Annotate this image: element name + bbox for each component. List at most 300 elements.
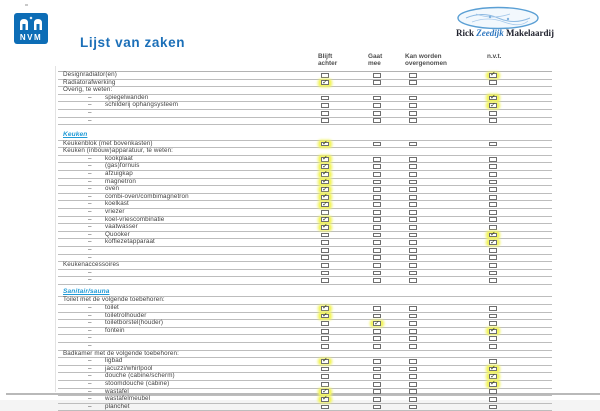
checkbox-box — [373, 157, 381, 162]
checkbox-box — [489, 73, 497, 78]
table-row — [58, 351, 552, 359]
table-row — [58, 247, 552, 255]
checkbox-box — [321, 321, 329, 326]
agency-name-middle: Zeedijk — [476, 28, 504, 38]
row-dash: – — [88, 192, 92, 200]
checkbox-box — [409, 240, 417, 245]
checkbox-kan-worden-overgenomen[interactable] — [407, 194, 419, 200]
checkbox-gaat-mee[interactable] — [371, 202, 383, 208]
checkbox-gaat-mee[interactable] — [371, 404, 383, 410]
checkbox-nvt[interactable] — [487, 247, 499, 253]
checkbox-gaat-mee[interactable] — [371, 344, 383, 350]
checkbox-box — [489, 255, 497, 260]
checkbox-kan-worden-overgenomen[interactable] — [407, 103, 419, 109]
checkbox-nvt[interactable] — [487, 263, 499, 269]
checkbox-nvt[interactable] — [487, 278, 499, 284]
checkbox-blijft-achter[interactable] — [319, 95, 331, 101]
row-dash: – — [88, 200, 92, 208]
checkbox-box — [489, 172, 497, 177]
checkbox-kan-worden-overgenomen[interactable] — [407, 278, 419, 284]
checkbox-box — [373, 263, 381, 268]
checkbox-box — [409, 306, 417, 311]
row-label: wastafelmeubel — [105, 395, 151, 403]
checkbox-kan-worden-overgenomen[interactable] — [407, 141, 419, 147]
checkbox-box — [489, 103, 497, 108]
checkbox-box — [489, 248, 497, 253]
checkbox-box — [321, 73, 329, 78]
checkbox-kan-worden-overgenomen[interactable] — [407, 381, 419, 387]
checkbox-gaat-mee[interactable] — [371, 389, 383, 395]
checkbox-nvt[interactable] — [487, 344, 499, 350]
checkbox-blijft-achter[interactable] — [319, 336, 331, 342]
table-row — [58, 72, 552, 80]
checkbox-kan-worden-overgenomen[interactable] — [407, 95, 419, 101]
row-dash: – — [88, 334, 92, 342]
checkbox-box — [489, 344, 497, 349]
checkbox-box — [489, 233, 497, 238]
checkbox-blijft-achter[interactable] — [319, 397, 331, 403]
row-dash: – — [88, 177, 92, 185]
checkbox-box — [489, 164, 497, 169]
checkbox-blijft-achter[interactable] — [319, 179, 331, 185]
checkbox-box — [373, 233, 381, 238]
checkbox-gaat-mee[interactable] — [371, 240, 383, 246]
checkbox-nvt[interactable] — [487, 172, 499, 178]
checkbox-box — [489, 187, 497, 192]
checkbox-box — [373, 172, 381, 177]
checkbox-gaat-mee[interactable] — [371, 374, 383, 380]
checkbox-kan-worden-overgenomen[interactable] — [407, 321, 419, 327]
checkbox-gaat-mee[interactable] — [371, 187, 383, 193]
checkbox-box — [321, 195, 329, 200]
checkbox-blijft-achter[interactable] — [319, 359, 331, 365]
checkbox-gaat-mee[interactable] — [371, 270, 383, 276]
checkbox-gaat-mee[interactable] — [371, 328, 383, 334]
checkbox-box — [489, 382, 497, 387]
table-row — [58, 118, 552, 126]
checkbox-blijft-achter[interactable] — [319, 110, 331, 116]
checkbox-nvt[interactable] — [487, 194, 499, 200]
checkbox-gaat-mee[interactable] — [371, 306, 383, 312]
checkbox-box — [321, 142, 329, 147]
row-label: schilderij ophangsysteem — [105, 101, 179, 109]
checkbox-box — [373, 321, 381, 326]
checkbox-nvt[interactable] — [487, 141, 499, 147]
checkbox-kan-worden-overgenomen[interactable] — [407, 247, 419, 253]
checkbox-gaat-mee[interactable] — [371, 278, 383, 284]
row-label: Quooker — [105, 230, 130, 238]
checkbox-nvt[interactable] — [487, 187, 499, 193]
checkbox-box — [489, 202, 497, 207]
row-label: spiegelwanden — [105, 93, 149, 101]
row-dash: – — [88, 245, 92, 253]
row-dash: – — [88, 230, 92, 238]
row-dash: – — [88, 379, 92, 387]
row-label: (gas)fornuis — [105, 162, 140, 170]
checkbox-nvt[interactable] — [487, 95, 499, 101]
checkbox-gaat-mee[interactable] — [371, 225, 383, 231]
row-dash: – — [88, 101, 92, 109]
table-row — [58, 396, 552, 404]
checkbox-gaat-mee[interactable] — [371, 313, 383, 319]
checkbox-gaat-mee[interactable] — [371, 255, 383, 261]
checkbox-blijft-achter[interactable] — [319, 232, 331, 238]
checkbox-gaat-mee[interactable] — [371, 217, 383, 223]
row-label: jacuzzi/whirlpool — [105, 364, 153, 372]
table-row — [58, 335, 552, 343]
checkbox-box — [321, 344, 329, 349]
checkbox-nvt[interactable] — [487, 336, 499, 342]
checkbox-blijft-achter[interactable] — [319, 141, 331, 147]
checkbox-box — [409, 278, 417, 283]
checkbox-kan-worden-overgenomen[interactable] — [407, 306, 419, 312]
checkbox-box — [373, 374, 381, 379]
checkbox-box — [321, 157, 329, 162]
checkbox-gaat-mee[interactable] — [371, 103, 383, 109]
checkbox-box — [489, 118, 497, 123]
checkbox-nvt[interactable] — [487, 80, 499, 86]
checkbox-kan-worden-overgenomen[interactable] — [407, 374, 419, 380]
row-dash: – — [88, 162, 92, 170]
table-row — [58, 255, 552, 263]
checkbox-box — [409, 321, 417, 326]
row-label: stoomdouche (cabine) — [105, 379, 170, 387]
checkbox-box — [409, 142, 417, 147]
checkbox-kan-worden-overgenomen[interactable] — [407, 270, 419, 276]
row-dash: – — [88, 402, 92, 410]
checkbox-blijft-achter[interactable] — [319, 381, 331, 387]
checkbox-box — [489, 111, 497, 116]
row-dash: – — [88, 223, 92, 231]
checkbox-gaat-mee[interactable] — [371, 194, 383, 200]
table-row — [58, 194, 552, 202]
checkbox-kan-worden-overgenomen[interactable] — [407, 187, 419, 193]
checkbox-blijft-achter[interactable] — [319, 278, 331, 284]
checkbox-blijft-achter[interactable] — [319, 263, 331, 269]
row-dash: – — [88, 387, 92, 395]
checkbox-blijft-achter[interactable] — [319, 156, 331, 162]
checkbox-box — [321, 271, 329, 276]
checkbox-box — [409, 367, 417, 372]
checkbox-blijft-achter[interactable] — [319, 344, 331, 350]
checkbox-box — [489, 240, 497, 245]
row-dash: – — [88, 253, 92, 261]
checkbox-gaat-mee[interactable] — [371, 381, 383, 387]
checkbox-gaat-mee[interactable] — [371, 95, 383, 101]
checkbox-nvt[interactable] — [487, 270, 499, 276]
checkbox-blijft-achter[interactable] — [319, 366, 331, 372]
checkbox-blijft-achter[interactable] — [319, 313, 331, 319]
checkbox-nvt[interactable] — [487, 210, 499, 216]
checkbox-box — [373, 314, 381, 319]
checkbox-nvt[interactable] — [487, 118, 499, 124]
checkbox-kan-worden-overgenomen[interactable] — [407, 179, 419, 185]
checkbox-box — [373, 180, 381, 185]
checkbox-box — [409, 359, 417, 364]
checkbox-box — [321, 329, 329, 334]
checkbox-nvt[interactable] — [487, 179, 499, 185]
checkbox-gaat-mee[interactable] — [371, 321, 383, 327]
checkbox-box — [321, 217, 329, 222]
table-row — [58, 270, 552, 278]
checkbox-box — [373, 187, 381, 192]
checkbox-nvt[interactable] — [487, 404, 499, 410]
checkbox-box — [489, 336, 497, 341]
checkbox-box — [321, 306, 329, 311]
checkbox-nvt[interactable] — [487, 381, 499, 387]
row-label: Keukenblok (met bovenkasten) — [63, 139, 153, 147]
checkbox-nvt[interactable] — [487, 306, 499, 312]
checkbox-blijft-achter[interactable] — [319, 187, 331, 193]
checkbox-kan-worden-overgenomen[interactable] — [407, 359, 419, 365]
table-row — [58, 239, 552, 247]
checkbox-kan-worden-overgenomen[interactable] — [407, 366, 419, 372]
checkbox-box — [373, 389, 381, 394]
checkbox-gaat-mee[interactable] — [371, 366, 383, 372]
checkbox-gaat-mee[interactable] — [371, 110, 383, 116]
checkbox-gaat-mee[interactable] — [371, 156, 383, 162]
checkbox-box — [373, 225, 381, 230]
checkbox-nvt[interactable] — [487, 202, 499, 208]
checkbox-nvt[interactable] — [487, 217, 499, 223]
checkbox-kan-worden-overgenomen[interactable] — [407, 210, 419, 216]
checkbox-kan-worden-overgenomen[interactable] — [407, 255, 419, 261]
checkbox-blijft-achter[interactable] — [319, 389, 331, 395]
checkbox-box — [489, 80, 497, 85]
checkbox-gaat-mee[interactable] — [371, 247, 383, 253]
table-row — [58, 262, 552, 270]
checkbox-box — [489, 329, 497, 334]
checkbox-box — [409, 111, 417, 116]
checkbox-box — [373, 195, 381, 200]
checkbox-gaat-mee[interactable] — [371, 172, 383, 178]
checkbox-box — [489, 367, 497, 372]
row-dash: – — [88, 372, 92, 380]
checkbox-box — [409, 180, 417, 185]
checkbox-nvt[interactable] — [487, 164, 499, 170]
checkbox-box — [409, 271, 417, 276]
checkbox-blijft-achter[interactable] — [319, 225, 331, 231]
checkbox-nvt[interactable] — [487, 255, 499, 261]
checkbox-kan-worden-overgenomen[interactable] — [407, 313, 419, 319]
table-row — [58, 328, 552, 336]
checkbox-gaat-mee[interactable] — [371, 73, 383, 79]
checkbox-nvt[interactable] — [487, 225, 499, 231]
table-row — [58, 224, 552, 232]
checkbox-box — [321, 172, 329, 177]
checkbox-blijft-achter[interactable] — [319, 210, 331, 216]
row-dash: – — [88, 311, 92, 319]
table-section — [58, 72, 552, 125]
checkbox-kan-worden-overgenomen[interactable] — [407, 404, 419, 410]
row-dash: – — [88, 93, 92, 101]
checkbox-kan-worden-overgenomen[interactable] — [407, 110, 419, 116]
checkbox-box — [409, 225, 417, 230]
checkbox-box — [373, 329, 381, 334]
column-header-gaat-mee: Gaat mee — [368, 53, 383, 67]
checkbox-box — [409, 210, 417, 215]
checkbox-gaat-mee[interactable] — [371, 397, 383, 403]
column-header-nvt: n.v.t. — [487, 53, 502, 60]
checkbox-box — [489, 210, 497, 215]
checkbox-box — [409, 374, 417, 379]
checkbox-box — [409, 164, 417, 169]
checkbox-kan-worden-overgenomen[interactable] — [407, 80, 419, 86]
row-label: koel-vriescombinatie — [105, 215, 165, 223]
checkbox-box — [409, 73, 417, 78]
checkbox-box — [409, 103, 417, 108]
checkbox-blijft-achter[interactable] — [319, 240, 331, 246]
checkbox-box — [373, 367, 381, 372]
checkbox-box — [409, 344, 417, 349]
checkbox-box — [321, 374, 329, 379]
checkbox-box — [409, 118, 417, 123]
checkbox-blijft-achter[interactable] — [319, 374, 331, 380]
checkbox-box — [489, 180, 497, 185]
row-dash: – — [88, 108, 92, 116]
checkbox-gaat-mee[interactable] — [371, 179, 383, 185]
checkbox-blijft-achter[interactable] — [319, 321, 331, 327]
agency-name-last: Makelaardij — [506, 28, 554, 38]
checkbox-kan-worden-overgenomen[interactable] — [407, 328, 419, 334]
checkbox-box — [321, 202, 329, 207]
checkbox-gaat-mee[interactable] — [371, 210, 383, 216]
checkbox-kan-worden-overgenomen[interactable] — [407, 389, 419, 395]
checkbox-box — [409, 263, 417, 268]
scan-speck — [25, 4, 28, 6]
checkbox-kan-worden-overgenomen[interactable] — [407, 156, 419, 162]
checkbox-blijft-achter[interactable] — [319, 172, 331, 178]
row-dash: – — [88, 326, 92, 334]
checkbox-blijft-achter[interactable] — [319, 194, 331, 200]
checkbox-blijft-achter[interactable] — [319, 73, 331, 79]
checkbox-blijft-achter[interactable] — [319, 217, 331, 223]
checkbox-blijft-achter[interactable] — [319, 118, 331, 124]
checkbox-blijft-achter[interactable] — [319, 80, 331, 86]
checkbox-nvt[interactable] — [487, 374, 499, 380]
checkbox-kan-worden-overgenomen[interactable] — [407, 344, 419, 350]
section-header: Keuken — [58, 132, 552, 141]
checkbox-kan-worden-overgenomen[interactable] — [407, 164, 419, 170]
checkbox-nvt[interactable] — [487, 313, 499, 319]
table-row — [58, 320, 552, 328]
checkbox-blijft-achter[interactable] — [319, 270, 331, 276]
checkbox-nvt[interactable] — [487, 366, 499, 372]
checkbox-gaat-mee[interactable] — [371, 263, 383, 269]
table-row — [58, 297, 552, 305]
checkbox-nvt[interactable] — [487, 110, 499, 116]
checkbox-box — [489, 217, 497, 222]
checkbox-nvt[interactable] — [487, 240, 499, 246]
checkbox-nvt[interactable] — [487, 359, 499, 365]
checkbox-kan-worden-overgenomen[interactable] — [407, 263, 419, 269]
checkbox-box — [373, 164, 381, 169]
checkbox-blijft-achter[interactable] — [319, 306, 331, 312]
checkbox-kan-worden-overgenomen[interactable] — [407, 73, 419, 79]
checkbox-box — [489, 405, 497, 410]
checkbox-box — [489, 142, 497, 147]
checkbox-box — [409, 329, 417, 334]
checkbox-gaat-mee[interactable] — [371, 118, 383, 124]
row-label: koffiezetapparaat — [105, 238, 155, 246]
checkbox-nvt[interactable] — [487, 103, 499, 109]
checkbox-box — [321, 164, 329, 169]
row-label: toiletborstel(houder) — [105, 319, 164, 327]
checkbox-box — [489, 271, 497, 276]
checkbox-blijft-achter[interactable] — [319, 247, 331, 253]
checkbox-blijft-achter[interactable] — [319, 202, 331, 208]
checkbox-kan-worden-overgenomen[interactable] — [407, 202, 419, 208]
checkbox-kan-worden-overgenomen[interactable] — [407, 397, 419, 403]
checkbox-kan-worden-overgenomen[interactable] — [407, 240, 419, 246]
row-dash: – — [88, 268, 92, 276]
row-label: toiletrolhouder — [105, 311, 147, 319]
row-label: Overig, te weten: — [63, 86, 113, 94]
checkbox-nvt[interactable] — [487, 156, 499, 162]
checkbox-box — [321, 278, 329, 283]
checkbox-gaat-mee[interactable] — [371, 232, 383, 238]
checkbox-kan-worden-overgenomen[interactable] — [407, 232, 419, 238]
checkbox-nvt[interactable] — [487, 328, 499, 334]
checkbox-gaat-mee[interactable] — [371, 141, 383, 147]
row-dash: – — [88, 238, 92, 246]
checkbox-gaat-mee[interactable] — [371, 164, 383, 170]
checkbox-box — [409, 80, 417, 85]
checkbox-nvt[interactable] — [487, 232, 499, 238]
row-dash: – — [88, 357, 92, 365]
checkbox-kan-worden-overgenomen[interactable] — [407, 217, 419, 223]
checkbox-blijft-achter[interactable] — [319, 255, 331, 261]
checkbox-kan-worden-overgenomen[interactable] — [407, 118, 419, 124]
checkbox-box — [409, 157, 417, 162]
checkbox-box — [373, 240, 381, 245]
checkbox-blijft-achter[interactable] — [319, 164, 331, 170]
checkbox-box — [321, 248, 329, 253]
row-label: planchet — [105, 402, 130, 410]
row-dash: – — [88, 154, 92, 162]
checkbox-nvt[interactable] — [487, 321, 499, 327]
checkbox-nvt[interactable] — [487, 73, 499, 79]
checkbox-gaat-mee[interactable] — [371, 359, 383, 365]
row-label: afzuigkap — [105, 170, 133, 178]
checkbox-blijft-achter[interactable] — [319, 328, 331, 334]
checkbox-box — [373, 73, 381, 78]
checkbox-nvt[interactable] — [487, 389, 499, 395]
checkbox-gaat-mee[interactable] — [371, 80, 383, 86]
checkbox-box — [489, 225, 497, 230]
checkbox-box — [321, 255, 329, 260]
table-row — [58, 381, 552, 389]
table-row — [58, 404, 552, 411]
checkbox-kan-worden-overgenomen[interactable] — [407, 172, 419, 178]
row-label: ligbad — [105, 357, 123, 365]
checkbox-box — [409, 217, 417, 222]
row-dash: – — [88, 342, 92, 349]
checkbox-nvt[interactable] — [487, 397, 499, 403]
row-label: vaatwasser — [105, 223, 138, 231]
checkbox-box — [409, 389, 417, 394]
checkbox-blijft-achter[interactable] — [319, 103, 331, 109]
table-row — [58, 110, 552, 118]
checkbox-box — [373, 103, 381, 108]
checkbox-blijft-achter[interactable] — [319, 404, 331, 410]
checkbox-kan-worden-overgenomen[interactable] — [407, 225, 419, 231]
checkbox-gaat-mee[interactable] — [371, 336, 383, 342]
checkbox-box — [373, 255, 381, 260]
checkbox-box — [489, 157, 497, 162]
checkbox-box — [321, 118, 329, 123]
checkbox-kan-worden-overgenomen[interactable] — [407, 336, 419, 342]
